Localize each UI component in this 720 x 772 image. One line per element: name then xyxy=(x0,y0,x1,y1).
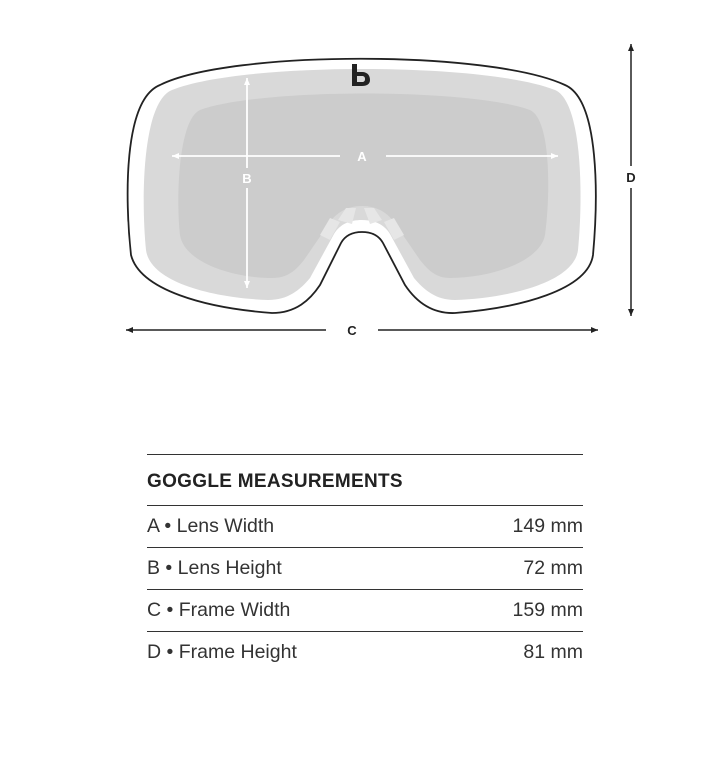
label-d: D xyxy=(626,170,636,185)
row-label: A • Lens Width xyxy=(147,515,275,537)
row-value: 81 mm xyxy=(523,641,583,663)
table-title: GOGGLE MEASUREMENTS xyxy=(147,471,403,492)
lens-inner xyxy=(178,94,548,279)
row-value: 149 mm xyxy=(512,515,583,537)
table-row xyxy=(147,589,583,631)
row-value: 159 mm xyxy=(512,599,583,621)
measurements-table xyxy=(147,454,583,673)
table-row xyxy=(147,547,583,589)
row-label: C • Frame Width xyxy=(147,599,291,621)
table-row xyxy=(147,505,583,547)
table-row xyxy=(147,631,583,673)
row-label: B • Lens Height xyxy=(147,557,282,579)
row-value: 72 mm xyxy=(523,557,583,579)
label-c: C xyxy=(347,323,357,338)
label-b: B xyxy=(242,171,252,186)
label-a: A xyxy=(357,149,367,164)
row-label: D • Frame Height xyxy=(147,641,297,663)
